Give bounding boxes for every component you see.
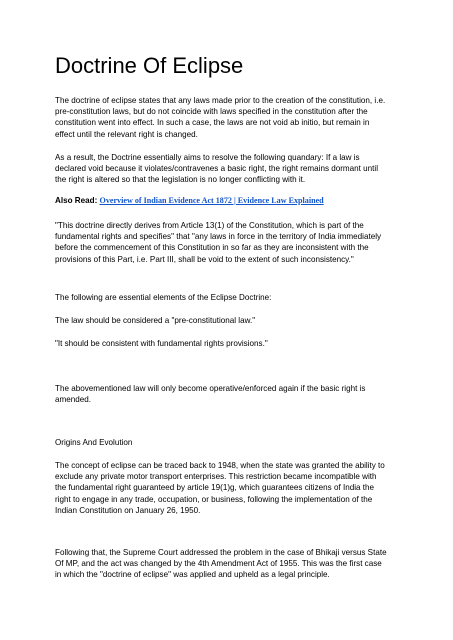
following-line: Following that, the Supreme Court addressed the problem in the case of Bhikaji versus State [55,548,387,557]
intro-paragraph [55,95,400,140]
element-item-1: The law should be considered a "pre-constitutional law." [55,316,256,325]
result-line: the right is altered so that the legislation is no longer conflicting with it. [55,175,306,185]
quote-paragraph [55,220,400,265]
origins-paragraph [55,460,400,516]
operative-line: amended. [55,395,91,405]
also-read-link[interactable]: Overview of Indian Evidence Act 1872 | Evidence Law Explained [99,196,324,205]
following-line: in which the "doctrine of eclipse" was applied and upheld as a legal principle. [55,570,330,580]
result-line: declared void because it violates/contravenes a basic right, the right remains dormant until [55,164,379,174]
intro-line: effect until the relevant right is changed. [55,129,198,139]
quote-line: fundamental rights and specifies" that "any laws in force in the territory of India immediately [55,232,382,242]
operative-line: The abovementioned law will only become operative/enforced again if the basic right is [55,384,366,393]
operative-paragraph [55,383,400,405]
result-line: As a result, the Doctrine essentially aims to resolve the following quandary: If a law is [55,153,360,162]
quote-line: provisions of this Part, i.e. Part III, shall be void to the extent of such inconsistency." [55,254,354,264]
intro-line: constitution went into effect. In such a case, the laws are not void ab initio, but remain in [55,118,370,128]
origins-line: The concept of eclipse can be traced back to 1948, when the state was granted the ability to [55,461,385,470]
origins-heading: Origins And Evolution [55,438,133,447]
document-title: Doctrine Of Eclipse [55,53,244,78]
origins-line: right to engage in any trade, occupation, or business, following the implementation of the [55,494,373,504]
origins-line: exclude any private motor transport enterprises. This restriction became incompatible with [55,472,377,482]
also-read-line [55,195,400,206]
elements-intro: The following are essential elements of the Eclipse Doctrine: [55,293,272,302]
origins-line: the fundamental right guaranteed by article 19(1)g, which guarantees citizens of India the [55,483,374,493]
element-item-2: "It should be consistent with fundamental rights provisions." [55,339,268,348]
result-paragraph [55,152,400,186]
following-line: Of MP, and the act was changed by the 4th Amendment Act of 1955. This was the first case [55,559,382,569]
following-paragraph [55,547,400,581]
quote-line: "This doctrine directly derives from Article 13(1) of the Constitution, which is part of the [55,221,364,230]
intro-line: pre-constitution laws, but do not coincide with laws specified in the constitution after the [55,107,368,117]
origins-line: Indian Constitution on January 26, 1950. [55,505,201,515]
also-read-label: Also Read: [55,196,98,205]
intro-line: The doctrine of eclipse states that any laws made prior to the creation of the constitution, i.e. [55,96,386,105]
quote-line: before the commencement of this Constitution in so far as they are inconsistent with the [55,243,369,253]
